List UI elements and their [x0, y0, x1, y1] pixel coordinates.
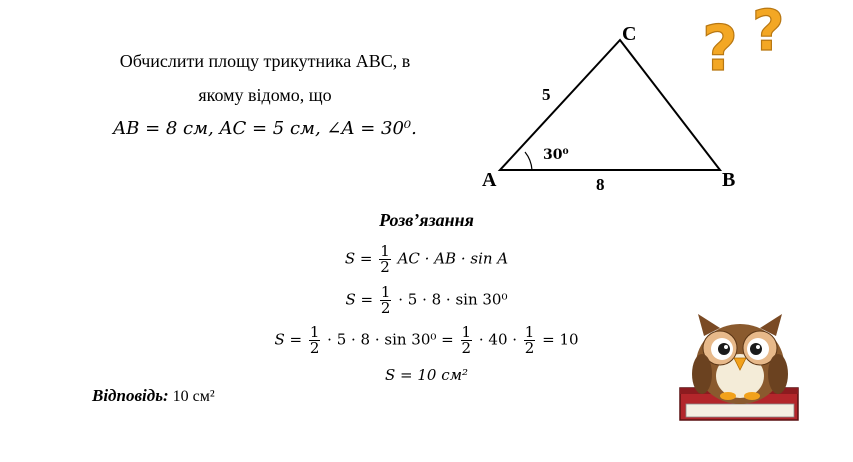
- problem-statement: [70, 44, 460, 146]
- answer-label: Відповідь:: [92, 386, 169, 405]
- eq3-frac1-num: 1: [309, 323, 320, 341]
- eq3-mid-2: · 40 ·: [478, 330, 522, 349]
- eq3-fraction-2: [461, 325, 473, 356]
- eq1-fraction: [379, 244, 391, 275]
- problem-line-2: якому відомо, що: [198, 85, 332, 105]
- eq1-left: S =: [344, 249, 378, 268]
- problem-line-3: AB = 8 см, AC = 5 см, ∠A = 30⁰.: [113, 118, 417, 139]
- solution-title: Розв’язання: [379, 210, 474, 230]
- question-mark-icon-2: ?: [752, 0, 785, 64]
- answer: [92, 386, 215, 406]
- eq2-left: S =: [345, 290, 378, 309]
- side-ab-label: 8: [596, 175, 605, 194]
- eq2-frac-num: 1: [380, 283, 391, 301]
- eq3-frac3-num: 1: [524, 323, 535, 341]
- problem-line-1: Обчислити площу трикутника ABC, в: [119, 51, 411, 71]
- eq3-frac2-den: 2: [461, 339, 472, 357]
- eq3-mid-1: · 5 · 8 · sin 30⁰ =: [327, 330, 459, 349]
- eq1-frac-num: 1: [380, 242, 390, 260]
- question-mark-icon-1: ?: [702, 12, 738, 80]
- vertex-c-label: C: [622, 23, 637, 45]
- eq3-fraction-1: [309, 325, 321, 356]
- question-marks-decoration: [696, 0, 806, 80]
- vertex-a-label: A: [482, 169, 497, 191]
- eq3-frac1-den: 2: [309, 339, 320, 357]
- eq3-fraction-3: [524, 325, 536, 356]
- side-ac-label: 5: [542, 85, 551, 104]
- eq3-left: S =: [274, 330, 307, 349]
- triangle-shape: [500, 40, 720, 170]
- eq2-right: · 5 · 8 · sin 30⁰: [398, 290, 508, 309]
- eq3-end: = 10: [542, 330, 579, 349]
- eq1-frac-den: 2: [380, 258, 390, 276]
- equation-1: [0, 244, 853, 275]
- equation-4: S = 10 см²: [384, 366, 469, 384]
- angle-arc: [525, 152, 532, 170]
- answer-value: 10 см²: [172, 388, 215, 405]
- eq2-frac-den: 2: [380, 299, 391, 317]
- vertex-b-label: B: [722, 169, 736, 191]
- eq3-frac3-den: 2: [524, 339, 535, 357]
- owl-on-book-icon: [676, 312, 816, 430]
- angle-label: 30⁰: [543, 147, 569, 163]
- eq3-frac2-num: 1: [461, 323, 472, 341]
- eq1-right: AC · AB · sin A: [397, 249, 509, 268]
- eq2-fraction: [380, 285, 392, 316]
